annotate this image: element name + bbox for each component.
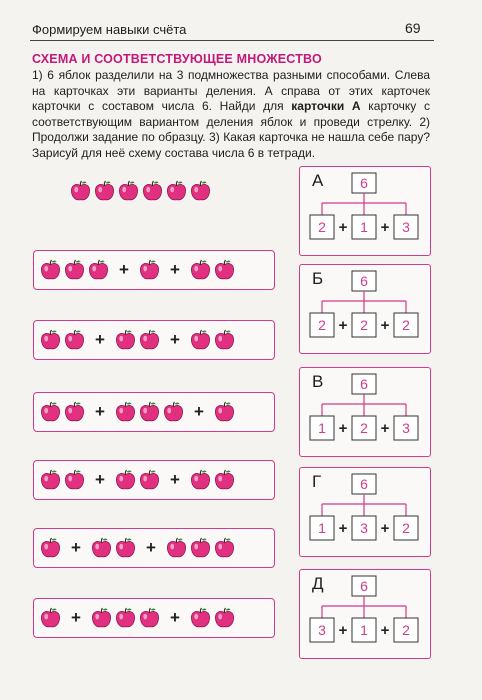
header-divider xyxy=(30,40,434,41)
apple-icon xyxy=(190,180,211,202)
plus-sign: + xyxy=(169,470,180,489)
plus-sign: + xyxy=(169,330,180,349)
apple-icon xyxy=(64,329,85,351)
apple-icon xyxy=(115,607,136,629)
apple-icon xyxy=(91,607,112,629)
number-composition-diagram xyxy=(300,368,430,456)
apple-icon xyxy=(40,259,61,281)
part-value: 1 xyxy=(360,219,368,235)
apple-icon xyxy=(166,537,187,559)
apple-group-row xyxy=(40,537,235,559)
apple-icon xyxy=(91,537,112,559)
part-value: 2 xyxy=(318,219,326,235)
page-number: 69 xyxy=(405,20,421,36)
number-scheme-card[interactable] xyxy=(299,569,431,659)
apple-set-row xyxy=(70,180,211,202)
apple-group-row xyxy=(40,329,235,351)
apple-icon xyxy=(214,401,235,423)
apple-icon xyxy=(142,180,163,202)
card-letter: Д xyxy=(312,574,324,593)
apple-icon xyxy=(163,401,184,423)
plus-sign: + xyxy=(169,608,180,627)
apple-card[interactable] xyxy=(33,392,275,432)
plus-sign: + xyxy=(95,402,105,421)
apple-card[interactable] xyxy=(33,320,275,360)
plus-sign: + xyxy=(193,402,204,421)
card-letter: А xyxy=(312,171,324,190)
card-letter: В xyxy=(312,372,324,391)
running-header: Формируем навыки счёта xyxy=(32,22,187,37)
plus-sign: + xyxy=(95,470,105,489)
part-value: 3 xyxy=(360,520,368,536)
plus-sign: + xyxy=(380,219,390,236)
part-value: 3 xyxy=(318,622,326,638)
part-value: 1 xyxy=(318,520,326,536)
apple-icon xyxy=(40,537,61,559)
apple-card[interactable] xyxy=(33,598,275,638)
part-value: 3 xyxy=(402,219,410,235)
number-composition-diagram xyxy=(300,265,430,353)
number-composition-diagram xyxy=(300,468,430,556)
card-letter: Б xyxy=(312,269,324,288)
apple-icon xyxy=(70,180,91,202)
plus-sign: + xyxy=(338,622,348,639)
total-value: 6 xyxy=(360,578,368,594)
total-value: 6 xyxy=(360,175,368,191)
plus-sign: + xyxy=(380,520,390,537)
apple-icon xyxy=(118,180,139,202)
plus-sign: + xyxy=(145,538,156,557)
plus-sign: + xyxy=(338,219,348,236)
part-value: 3 xyxy=(402,420,410,436)
apple-icon xyxy=(190,259,211,281)
apple-icon xyxy=(214,469,235,491)
instructions-part-2: карточку с соответствующим вариантом деления яблок и проведи стрелку. 2) Продолжи задание по образцу. 3) Какая карточка не нашла себе пару? Зарисуй для неё схему состава числа 6 в тетради. xyxy=(32,99,430,160)
total-value: 6 xyxy=(360,476,368,492)
apple-icon xyxy=(115,537,136,559)
apple-icon xyxy=(40,329,61,351)
plus-sign: + xyxy=(95,330,105,349)
number-composition-diagram xyxy=(300,167,430,255)
apple-icon xyxy=(40,469,61,491)
apple-icon xyxy=(214,329,235,351)
apple-icon xyxy=(214,607,235,629)
plus-sign: + xyxy=(338,317,348,334)
part-value: 2 xyxy=(360,317,368,333)
apple-icon xyxy=(94,180,115,202)
exercise-title: СХЕМА И СООТВЕТСТВУЮЩЕЕ МНОЖЕСТВО xyxy=(32,52,322,66)
apple-icon xyxy=(139,607,160,629)
part-value: 2 xyxy=(402,520,410,536)
apple-icon xyxy=(139,329,160,351)
total-value: 6 xyxy=(360,273,368,289)
apple-icon xyxy=(190,329,211,351)
plus-sign: + xyxy=(380,420,390,437)
apple-icon xyxy=(40,607,61,629)
number-scheme-card[interactable] xyxy=(299,367,431,457)
apple-icon xyxy=(139,401,160,423)
part-value: 2 xyxy=(402,622,410,638)
apple-icon xyxy=(190,469,211,491)
plus-sign: + xyxy=(71,538,81,557)
apple-card[interactable] xyxy=(33,460,275,500)
apple-icon xyxy=(115,469,136,491)
apple-icon xyxy=(214,537,235,559)
total-value: 6 xyxy=(360,376,368,392)
plus-sign: + xyxy=(380,317,390,334)
apple-icon xyxy=(64,401,85,423)
apple-group-row xyxy=(40,401,235,423)
apple-icon xyxy=(139,469,160,491)
number-scheme-card[interactable] xyxy=(299,264,431,354)
apple-group-row xyxy=(40,259,235,281)
plus-sign: + xyxy=(119,260,129,279)
part-value: 1 xyxy=(360,622,368,638)
apple-icon xyxy=(64,469,85,491)
apple-card[interactable] xyxy=(33,250,275,290)
apple-icon xyxy=(115,329,136,351)
number-scheme-card[interactable] xyxy=(299,166,431,256)
apple-icon xyxy=(88,259,109,281)
number-composition-diagram xyxy=(300,570,430,658)
instructions-part-1: 1) 6 яблок разделили на 3 подмножества разными способами. Слева на карточках эти варианты деления. А справа от этих карточек карточки с составом числа 6. Найди для xyxy=(32,68,430,114)
part-value: 2 xyxy=(360,420,368,436)
apple-group-row xyxy=(40,469,235,491)
apple-icon xyxy=(64,259,85,281)
exercise-instructions xyxy=(32,68,430,162)
card-letter: Г xyxy=(312,472,322,491)
apple-icon xyxy=(214,259,235,281)
apple-icon xyxy=(190,607,211,629)
part-value: 2 xyxy=(402,317,410,333)
plus-sign: + xyxy=(71,608,81,627)
apple-icon xyxy=(166,180,187,202)
apple-icon xyxy=(139,259,160,281)
apple-icon xyxy=(40,401,61,423)
plus-sign: + xyxy=(380,622,390,639)
apple-icon xyxy=(190,537,211,559)
number-scheme-card[interactable] xyxy=(299,467,431,557)
instructions-highlight: карточки А xyxy=(291,99,361,114)
apple-group-row xyxy=(40,607,235,629)
plus-sign: + xyxy=(338,420,348,437)
plus-sign: + xyxy=(169,260,180,279)
plus-sign: + xyxy=(338,520,348,537)
part-value: 2 xyxy=(318,317,326,333)
apple-icon xyxy=(115,401,136,423)
part-value: 1 xyxy=(318,420,326,436)
apple-card[interactable] xyxy=(33,528,275,568)
